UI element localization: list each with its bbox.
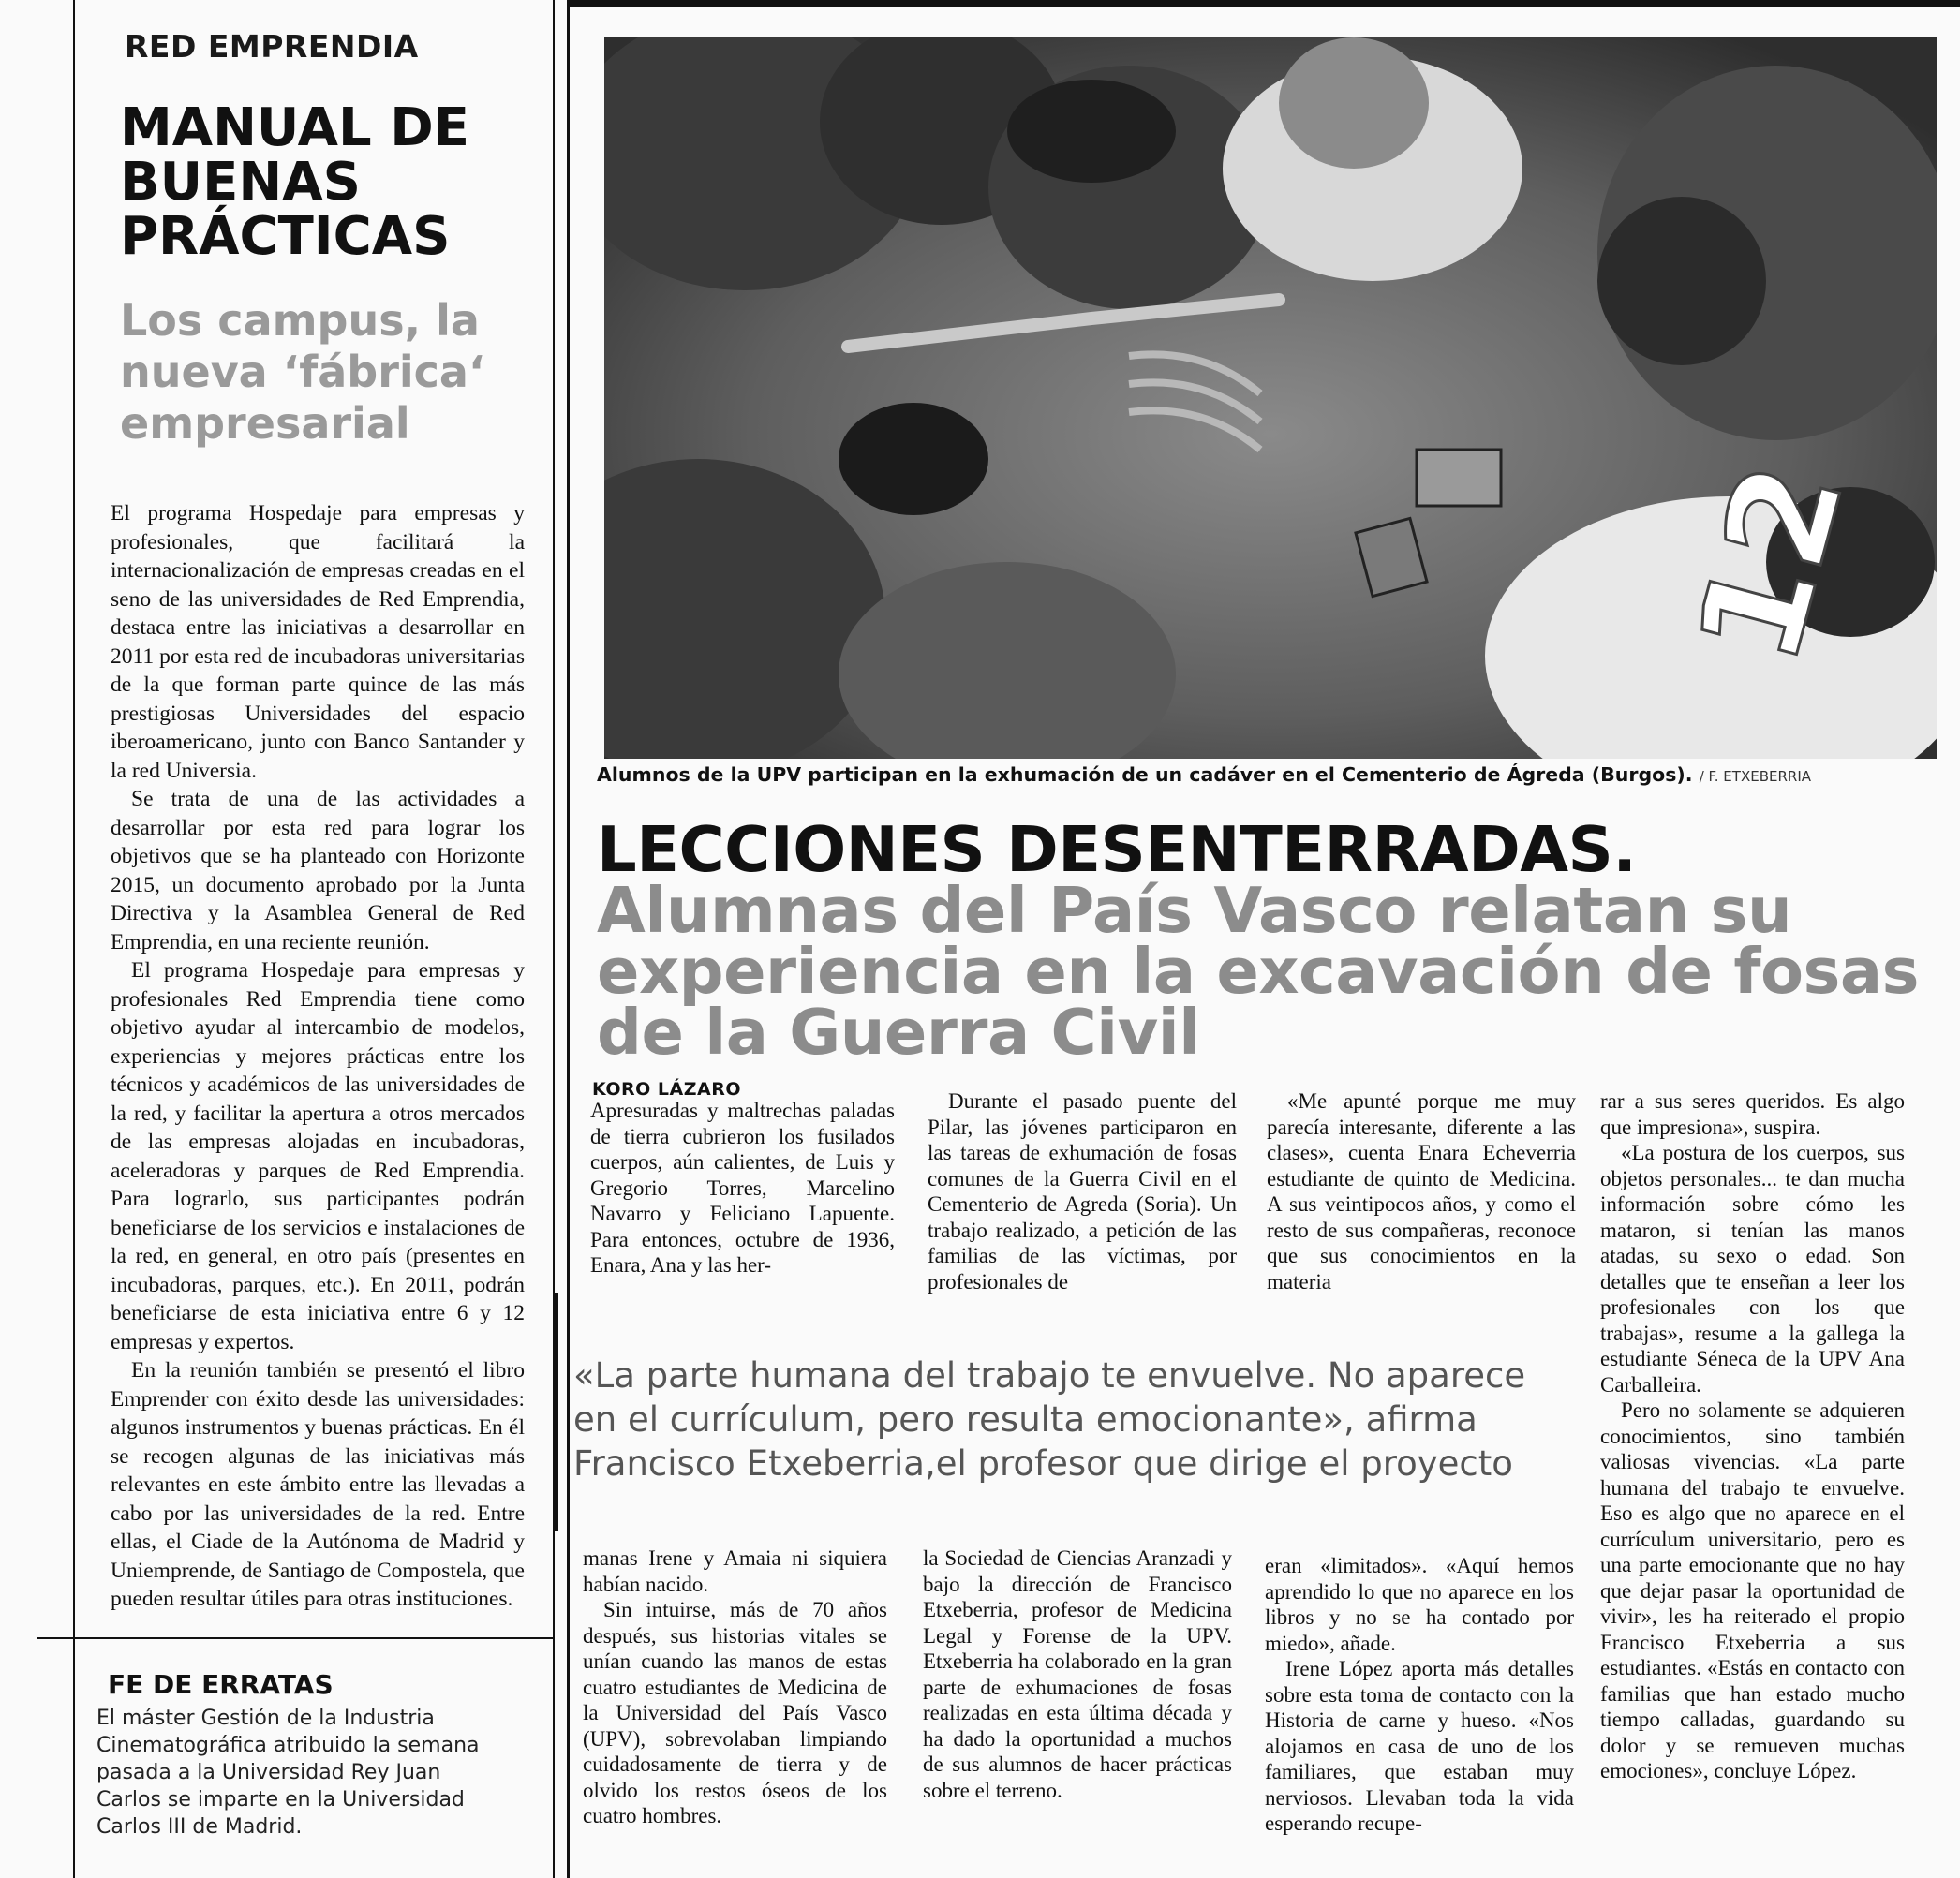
sidebar-paragraph: El programa Hospedaje para empresas y profesionales Red Emprendia tiene como objetivo ayudar al intercambio de modelos, experiencias y mejores prácticas entre los técnicos y académicos de las universidades de la red, y facilitar la apertura a otros mercados de las empresas alojadas en incubadoras, aceleradoras y parques de Red Emprendia. Para lograrlo, sus participantes podrán beneficiarse de los servicios e instalaciones de la red, en general, en otro país (presentes en incubadoras, parques, etc.). En 2011, podrán beneficiarse de esta iniciativa entre 6 y 12 empresas y expertos. xyxy=(111,958,525,1354)
article-paragraph: eran «limitados». «Aquí hemos aprendido lo que no aparece en los libros y no se ha contado por miedo», añade. xyxy=(1265,1554,1574,1655)
article-paragraph: manas Irene y Amaia ni siquiera habían nacido. xyxy=(583,1546,887,1596)
errata-text: El máster Gestión de la Industria Cinematográfica atribuido la semana pasada a la Universidad Rey Juan Carlos se imparte en la Universidad Carlos III de Madrid. xyxy=(97,1707,480,1839)
sidebar-subtitle: Los campus, la nueva ‘fábrica‘ empresarial xyxy=(120,295,485,449)
pull-quote: «La parte humana del trabajo te envuelve. No aparece en el currículum, pero resulta emocionante», afirma Francisco Etxeberria,el profesor que dirige el proyecto xyxy=(573,1355,1526,1484)
article-col1-bottom xyxy=(583,1545,887,1829)
excavation-photo-image xyxy=(604,37,1937,759)
sidebar-paragraph: Se trata de una de las actividades a desarrollar por esta red para lograr los objetivos que se ha planteado con Horizonte 2015, un documento aprobado por la Junta Directiva y la Asamblea General de Red Emprendia, en una reciente reunión. xyxy=(111,787,525,954)
article-paragraph: Durante el pasado puente del Pilar, las jóvenes participaron en las tareas de exhumación de fosas comunes de la Guerra Civil en el Cementerio de Agreda (Soria). Un trabajo realizado, a petición de las familias de las víctimas, por profesionales de xyxy=(928,1089,1237,1294)
excavation-photo xyxy=(604,37,1937,759)
headline-deck: Alumnas del País Vasco relatan su experiencia en la excavación de fosas de la Guerra Civil xyxy=(597,874,1919,1069)
sidebar-paragraph: El programa Hospedaje para empresas y profesionales, que facilitará la internacionalización de empresas creadas en el seno de las universidades de Red Emprendia, destaca entre las iniciativas a desarrollar en 2011 por esta red de incubadoras universitarias de la que forman parte quince de las más prestigiosas Universidades del espacio iberoamericano, junto con Banco Santander y la red Universia. xyxy=(111,501,525,783)
photo-caption xyxy=(597,763,1955,786)
column-divider xyxy=(567,0,570,1878)
article-paragraph: Irene López aporta más detalles sobre esta toma de contacto con la Historia de carne y hueso. «Nos alojamos en casa de uno de los familiares, que estaban muy nerviosos. Llevaban toda la vida esperando recupe- xyxy=(1265,1657,1574,1835)
sidebar-title: MANUAL DE BUENAS PRÁCTICAS xyxy=(120,97,469,267)
top-border xyxy=(570,0,1960,7)
photo-credit: / F. ETXEBERRIA xyxy=(1699,768,1812,785)
headline-main: LECCIONES DESENTERRADAS. xyxy=(597,813,1637,886)
article-col3-top xyxy=(1267,1088,1576,1294)
pullquote-bracket xyxy=(553,1293,558,1531)
article-col4 xyxy=(1600,1088,1905,1784)
article-col2-top xyxy=(928,1088,1237,1294)
article-paragraph: «La postura de los cuerpos, sus objetos personales... te dan mucha información sobre cómo les mataron, si tenían las manos atadas, su sexo o edad. Son detalles que te enseñan a leer los profesionales con los que trabajas», resume a la gallega la estudiante Séneca de la UPV Ana Carballeira. xyxy=(1600,1141,1905,1397)
article-paragraph: Apresuradas y maltrechas paladas de tierra cubrieron los fusilados cuerpos, aún calientes, de Luis y Gregorio Torres, Marcelino Navarro y Feliciano Lapuente. Para entonces, octubre de 1936, Enara, Ana y las her- xyxy=(590,1099,895,1277)
sidebar-body xyxy=(111,499,525,1614)
sidebar-kicker: RED EMPRENDIA xyxy=(125,28,419,65)
article-col3-bottom xyxy=(1265,1553,1574,1837)
article-headline xyxy=(597,813,1927,1069)
sidebar-paragraph: En la reunión también se presentó el libro Emprender con éxito desde las universidades: algunos instrumentos y buenas prácticas. En él se recogen algunas de las iniciativas más relevantes en este ámbito entre las llevadas a cabo por las universidades de la red. Entre ellas, el Ciade de la Autónoma de Madrid y Uniemprende, de Santiago de Compostela, que pueden resultar útiles para otras instituciones. xyxy=(111,1358,525,1611)
sidebar xyxy=(89,28,525,1864)
article-paragraph: rar a sus seres queridos. Es algo que impresiona», suspira. xyxy=(1600,1089,1905,1139)
photo-caption-text: Alumnos de la UPV participan en la exhumación de un cadáver en el Cementerio de Ágreda (Burgos). xyxy=(597,763,1693,786)
errata-title: FE DE ERRATAS xyxy=(108,1669,334,1700)
shirt-number: 12 xyxy=(1667,448,1876,679)
article-paragraph: la Sociedad de Ciencias Aranzadi y bajo la dirección de Francisco Etxeberria, profesor de Medicina Legal y Forense de la UPV. Etxeberria ha colaborado en la gran parte de exhumaciones de fosas realizadas en esta última década y ha dado la oportunidad a muchos de sus alumnos de hacer prácticas sobre el terreno. xyxy=(923,1546,1232,1802)
sidebar-left-border xyxy=(73,0,75,1878)
article-paragraph: «Me apunté porque me muy parecía interesante, diferente a las clases», cuenta Enara Echeverria estudiante de quinto de Medicina. A sus veintipocos años, y como el resto de sus compañeras, reconoce que sus conocimientos en la materia xyxy=(1267,1089,1576,1294)
article-paragraph: Sin intuirse, más de 70 años después, sus historias vitales se unían cuando las manos de estas cuatro estudiantes de Medicina de la Universidad del País Vasco (UPV), sobrevolaban limpiando cuidadosamente de tierra y de olvido los restos óseos de los cuatro hombres. xyxy=(583,1598,887,1827)
article-col2-bottom xyxy=(923,1545,1232,1803)
article-col1-top xyxy=(590,1098,895,1279)
sidebar-right-border xyxy=(553,0,555,1878)
article-paragraph: Pero no solamente se adquieren conocimientos, sino también valiosas vivencias. «La parte humana del trabajo te envuelve. Eso es algo que no aparece en el currículum universitario, pero es una parte emocionante que no hay que dejar pasar la oportunidad de vivir», les ha reiterado el propio Francisco Etxeberria a sus estudiantes. «Estás en contacto con familias que han estado mucho tiempo calladas, guardando su dolor y se remueven muchas emociones», concluye López. xyxy=(1600,1398,1905,1782)
byline: KORO LÁZARO xyxy=(592,1079,741,1100)
